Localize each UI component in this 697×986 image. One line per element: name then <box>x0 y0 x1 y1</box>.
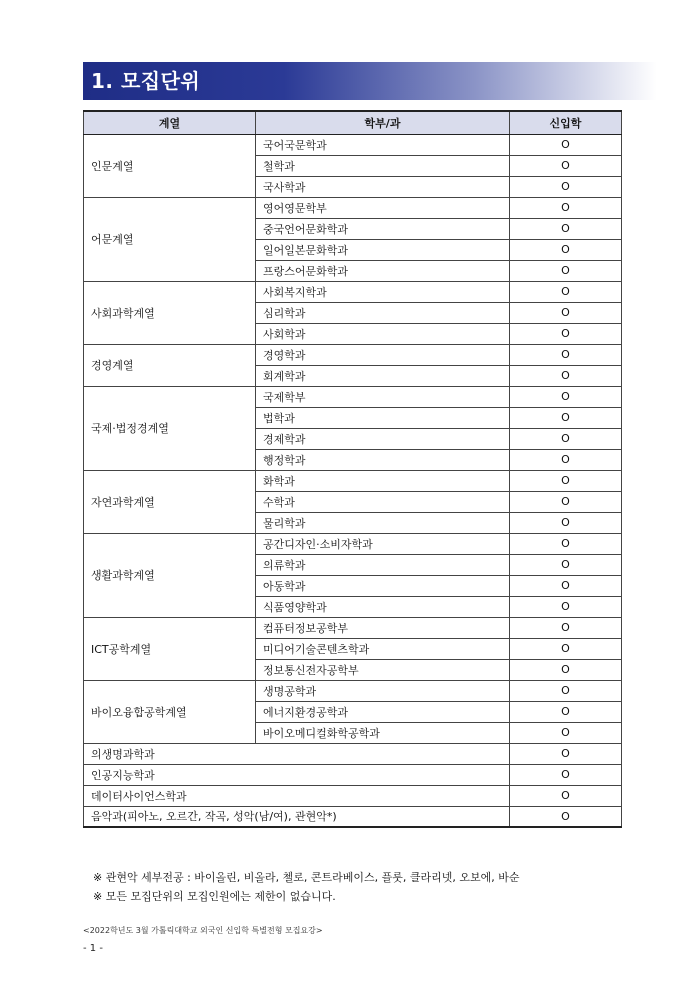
freshman-mark: O <box>510 764 622 785</box>
freshman-mark: O <box>510 722 622 743</box>
standalone-department-cell: 음악과(피아노, 오르간, 작곡, 성악(남/여), 관현악*) <box>84 806 510 827</box>
freshman-mark: O <box>510 806 622 827</box>
department-cell: 정보통신전자공학부 <box>256 659 510 680</box>
department-cell: 법학과 <box>256 407 510 428</box>
department-cell: 심리학과 <box>256 302 510 323</box>
freshman-mark: O <box>510 302 622 323</box>
table-row <box>84 197 622 218</box>
department-cell: 일어일본문화학과 <box>256 239 510 260</box>
field-cell: 자연과학계열 <box>84 470 256 533</box>
freshman-mark: O <box>510 470 622 491</box>
field-cell: 사회과학계열 <box>84 281 256 344</box>
table-row <box>84 743 622 764</box>
field-cell: 생활과학계열 <box>84 533 256 617</box>
department-cell: 생명공학과 <box>256 680 510 701</box>
field-cell: 어문계열 <box>84 197 256 281</box>
department-cell: 행정학과 <box>256 449 510 470</box>
freshman-mark: O <box>510 743 622 764</box>
department-cell: 아동학과 <box>256 575 510 596</box>
department-cell: 에너지환경공학과 <box>256 701 510 722</box>
freshman-mark: O <box>510 554 622 575</box>
freshman-mark: O <box>510 134 622 155</box>
freshman-mark: O <box>510 638 622 659</box>
department-cell: 의류학과 <box>256 554 510 575</box>
field-cell: 바이오융합공학계열 <box>84 680 256 743</box>
freshman-mark: O <box>510 218 622 239</box>
standalone-department-cell: 데이터사이언스학과 <box>84 785 510 806</box>
freshman-mark: O <box>510 701 622 722</box>
freshman-mark: O <box>510 260 622 281</box>
field-cell: ICT공학계열 <box>84 617 256 680</box>
notes <box>93 868 520 906</box>
department-cell: 프랑스어문화학과 <box>256 260 510 281</box>
table-row <box>84 386 622 407</box>
department-cell: 영어영문학부 <box>256 197 510 218</box>
freshman-mark: O <box>510 617 622 638</box>
department-cell: 컴퓨터정보공학부 <box>256 617 510 638</box>
table-row <box>84 470 622 491</box>
department-cell: 사회복지학과 <box>256 281 510 302</box>
department-cell: 경제학과 <box>256 428 510 449</box>
department-cell: 사회학과 <box>256 323 510 344</box>
header-freshman: 신입학 <box>510 111 622 134</box>
freshman-mark: O <box>510 239 622 260</box>
field-cell: 경영계열 <box>84 344 256 386</box>
table-row <box>84 134 622 155</box>
table-row <box>84 617 622 638</box>
department-cell: 국사학과 <box>256 176 510 197</box>
freshman-mark: O <box>510 659 622 680</box>
header-department: 학부/과 <box>256 111 510 134</box>
department-cell: 국어국문학과 <box>256 134 510 155</box>
freshman-mark: O <box>510 365 622 386</box>
table-row <box>84 806 622 827</box>
department-cell: 바이오메디컬화학공학과 <box>256 722 510 743</box>
freshman-mark: O <box>510 176 622 197</box>
table-row <box>84 281 622 302</box>
freshman-mark: O <box>510 596 622 617</box>
freshman-mark: O <box>510 575 622 596</box>
freshman-mark: O <box>510 680 622 701</box>
table-row <box>84 764 622 785</box>
department-cell: 경영학과 <box>256 344 510 365</box>
freshman-mark: O <box>510 323 622 344</box>
department-cell: 철학과 <box>256 155 510 176</box>
freshman-mark: O <box>510 512 622 533</box>
standalone-department-cell: 의생명과학과 <box>84 743 510 764</box>
department-cell: 물리학과 <box>256 512 510 533</box>
freshman-mark: O <box>510 344 622 365</box>
note-orchestra-majors: ※ 관현악 세부전공 : 바이올린, 비올라, 첼로, 콘트라베이스, 플룻, 클라리넷, 오보에, 바순 <box>93 871 520 884</box>
department-cell: 수학과 <box>256 491 510 512</box>
freshman-mark: O <box>510 281 622 302</box>
table-row <box>84 785 622 806</box>
freshman-mark: O <box>510 386 622 407</box>
note-no-quota-limit: ※ 모든 모집단위의 모집인원에는 제한이 없습니다. <box>93 890 336 903</box>
table-row <box>84 533 622 554</box>
recruitment-units-table <box>83 110 622 828</box>
department-cell: 국제학부 <box>256 386 510 407</box>
department-cell: 화학과 <box>256 470 510 491</box>
freshman-mark: O <box>510 533 622 554</box>
department-cell: 미디어기술콘텐츠학과 <box>256 638 510 659</box>
freshman-mark: O <box>510 491 622 512</box>
page-number: - 1 - <box>83 943 103 954</box>
freshman-mark: O <box>510 449 622 470</box>
freshman-mark: O <box>510 197 622 218</box>
field-cell: 인문계열 <box>84 134 256 197</box>
header-field: 계열 <box>84 111 256 134</box>
table-row <box>84 344 622 365</box>
standalone-department-cell: 인공지능학과 <box>84 764 510 785</box>
department-cell: 회계학과 <box>256 365 510 386</box>
footer-caption: <2022학년도 3월 가톨릭대학교 외국인 신입학 특별전형 모집요강> <box>83 926 323 935</box>
department-cell: 공간디자인·소비자학과 <box>256 533 510 554</box>
freshman-mark: O <box>510 785 622 806</box>
freshman-mark: O <box>510 155 622 176</box>
freshman-mark: O <box>510 407 622 428</box>
table-header-row <box>84 111 622 134</box>
table-row <box>84 680 622 701</box>
field-cell: 국제·법정경계열 <box>84 386 256 470</box>
section-title: 1. 모집단위 <box>91 69 201 93</box>
freshman-mark: O <box>510 428 622 449</box>
department-cell: 식품영양학과 <box>256 596 510 617</box>
table-body <box>84 134 622 827</box>
department-cell: 중국언어문화학과 <box>256 218 510 239</box>
